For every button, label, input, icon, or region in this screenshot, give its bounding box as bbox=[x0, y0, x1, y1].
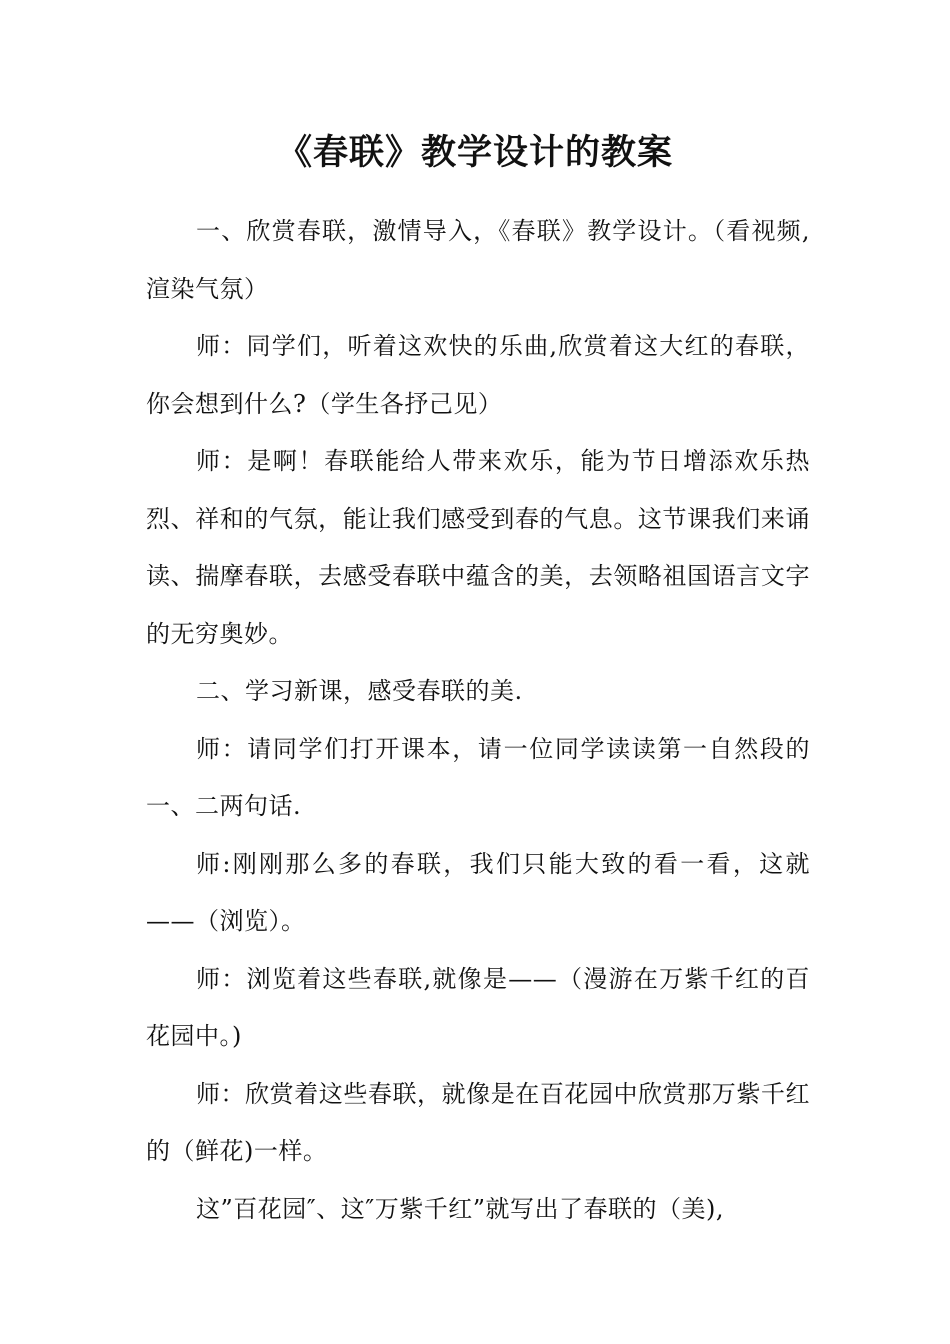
paragraph-5: 师：请同学们打开课本，请一位同学读读第一自然段的一、二两句话. bbox=[146, 734, 810, 820]
document-title: 《春联》教学设计的教案 bbox=[276, 132, 673, 173]
paragraph-7: 师：浏览着这些春联,就像是——（漫游在万紫千红的百花园中。) bbox=[146, 964, 810, 1050]
paragraph-6: 师:刚刚那么多的春联，我们只能大致的看一看，这就——（浏览）。 bbox=[146, 849, 810, 935]
paragraph-1: 一、欣赏春联，激情导入，《春联》教学设计。（看视频,渲染气氛） bbox=[146, 217, 810, 303]
paragraph-4: 二、学习新课，感受春联的美. bbox=[196, 677, 523, 705]
paragraph-2: 师：同学们，听着这欢快的乐曲,欣赏着这大红的春联，你会想到什么?（学生各抒己见） bbox=[146, 332, 810, 418]
paragraph-9: 这”百花园″、这″万紫千红”就写出了春联的（美), bbox=[196, 1194, 724, 1223]
paragraph-3: 师：是啊！春联能给人带来欢乐，能为节日增添欢乐热烈、祥和的气氛，能让我们感受到春的气息。这节课我们来诵读、揣摩春联，去感受春联中蕴含的美，去领略祖国语言文字的无穷奥妙。 bbox=[146, 447, 810, 648]
document-body bbox=[146, 203, 810, 1238]
paragraph-8: 师：欣赏着这些春联，就像是在百花园中欣赏那万紫千红的（鲜花)一样。 bbox=[146, 1079, 810, 1165]
